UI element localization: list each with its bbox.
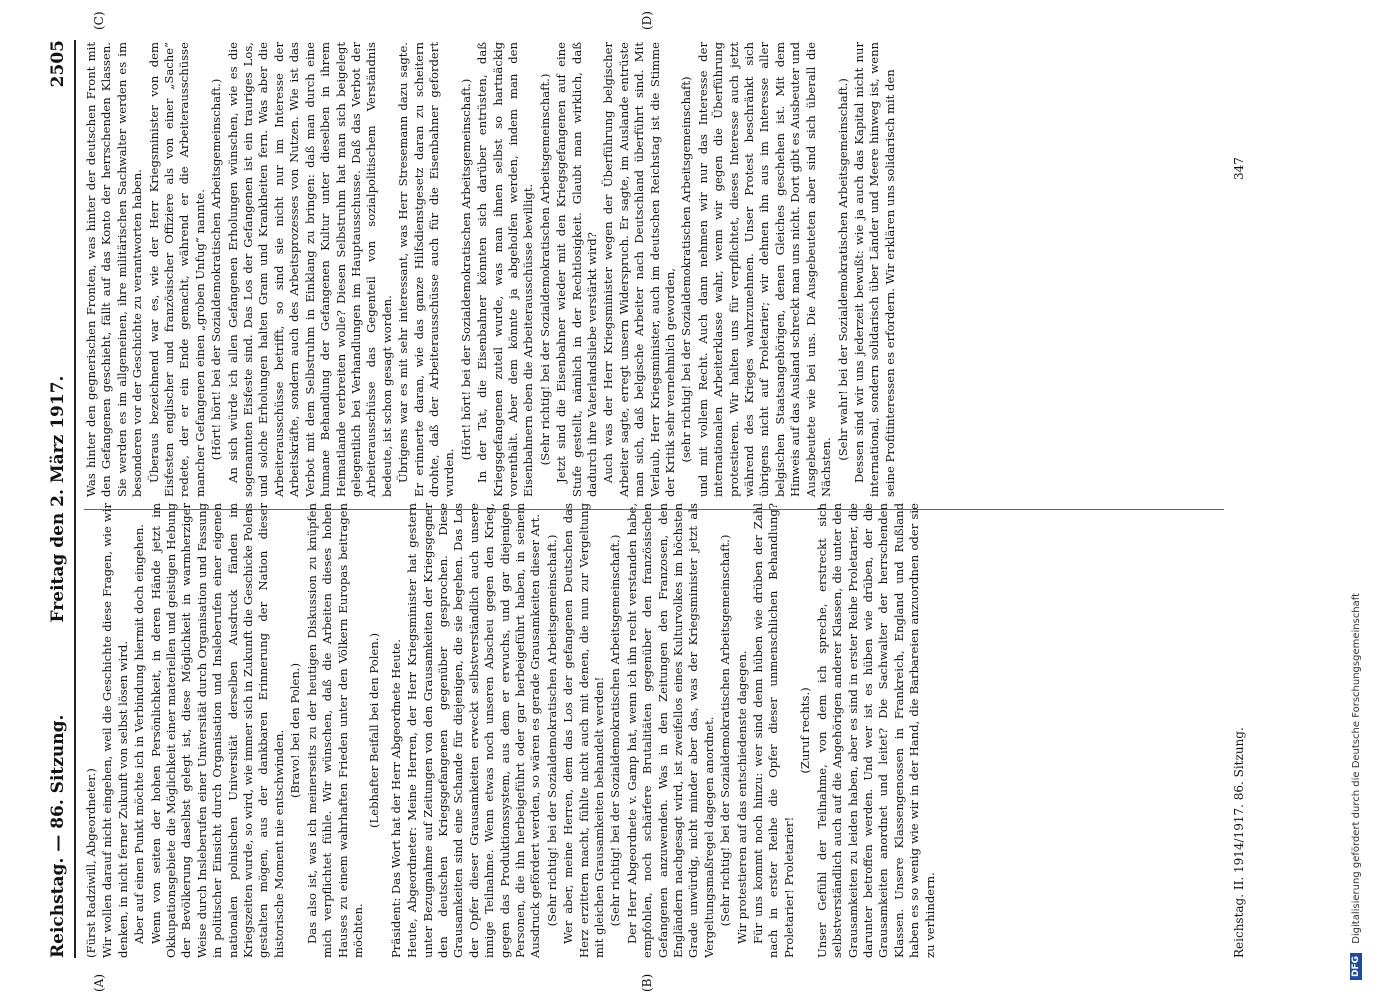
- paragraph: Das also ist, was ich meinerseits zu der heutigen Diskussion zu knüpfen mich verpflichtet fühle. Wir wünschen, daß die Arbeiten dieses hohen Hauses zu einem wahrhaften Frieden unter den Völkern Europas beitragen möchten.: [304, 503, 365, 958]
- paragraph: (Sehr richtig! bei der Sozialdemokratischen Arbeitsgemeinschaft.): [718, 534, 733, 927]
- paragraph: Der Herr Abgeordnete v. Gamp hat, wenn ich ihn recht verstanden habe, empfohlen, noch schärfere Brutalitäten gegenüber den französischen Gefangenen anzuwenden. Was in den Zeitungen den Franzosen, den Engländern nachgesagt wird, ist zweifellos eines Kulturvolkes im höchsten Grade unwürdig, nicht minder aber das, was der Kriegsminister jetzt als Vergeltungsmaßregel dagegen anordnet.: [624, 503, 716, 958]
- paragraph: In der Tat, die Eisenbahner könnten sich darüber entrüsten, daß Kriegsgefangenen zuteil wurde, was man ihnen selbst so hartnäckig vorenthält. Aber dem könnte ja abgeholfen werden, indem man den Eisenbahnern eben die Arbeiterausschüsse bewilligt.: [475, 42, 536, 497]
- paragraph: Wer aber, meine Herren, dem das Los der gefangenen Deutschen das Herz erzittern macht, fühlte nicht auch mit denen, die nun zur Vergeltung mit gleichen Grausamkeiten behandelt werden!: [561, 503, 606, 958]
- paragraph: Was hinter den gegnerischen Fronten, was hinter der deutschen Front mit den Gefangenen geschieht, fällt auf das Konto der herrschenden Klassen. Sie werden es im allgemeinen, ihre militärischen Sachwalter werden es im besonderen vor der Geschichte zu verantworten haben.: [84, 42, 145, 497]
- margin-mark-b: (B): [640, 973, 654, 992]
- paragraph: (Hört! hört! bei der Sozialdemokratischen Arbeitsgemeinschaft.): [458, 78, 473, 461]
- paragraph: Dessen sind wir uns jederzeit bewußt: wie ja auch das Kapital nicht nur international, sondern solidarisch über Länder und Meere hinweg ist, wenn seine Profitinteressen es erfordern. Wir erklären uns solidarisch mit den: [851, 42, 897, 497]
- paragraph: und mit vollem Recht. Auch dann nehmen wir nur das Interesse der internationalen Arbeiterklasse wahr, wenn wir gegen die Überführung protestieren. Wir halten uns für verpflichtet, dieses Interesse auch jetzt während des Krieges wahrzunehmen. Unser Protest beschränkt sich übrigens nicht auf Proletarier; wir dehnen ihn aus im Interesse aller belgischen Staatsangehörigen, denen Gleiches geschehen ist. Mit dem Hinweis auf das Ausland schreckt man uns nicht. Dort gibt es Ausbeuter und Ausgebeutete wie bei uns. Die Ausgebeuteten aber sind sich überall die Nächsten.: [695, 42, 834, 497]
- paragraph: Unser Gefühl der Teilnahme, von dem ich spreche, erstreckt sich selbstverständlich auch auf die Angehörigen anderer Klassen, die unter den Grausamkeiten zu leiden haben, aber es sind in erster Reihe Proletarier, die darunter betroffen werden. Und wer ist es hüben wie drüben, der die Grausamkeiten anordnet und leitet? Die Sachwalter der herrschenden Klassen. Unsere Klassengenossen in Frankreich, England und Rußland haben es so wenig wie wir in der Hand, die Barbareien anzuordnen oder sie zu verhindern.: [814, 503, 937, 958]
- paragraph: Wir protestieren auf das entschiedenste dagegen.: [734, 650, 749, 944]
- footer-number: 347: [1232, 157, 1246, 180]
- dfg-logo: DFG: [1350, 953, 1362, 980]
- paragraph: Wir wollen darauf nicht eingehen, weil die Geschichte diese Fragen, wie wir denken, in nicht ferner Zukunft von selbst lösen wird.: [100, 503, 130, 958]
- margin-mark-a: (A): [92, 973, 106, 992]
- digitization-credit-text: Digitalisierung gefördert durch die Deutsche Forschungsgemeinschaft: [1351, 592, 1362, 944]
- paragraph: Für uns kommt noch hinzu: wer sind denn hüben wie drüben der Zahl nach in erster Reihe die Opfer dieser unmenschlichen Behandlung? Proletarier! Proletarier!: [751, 503, 796, 958]
- paragraph: Aber auf einen Punkt möchte ich in Verbindung hiermit doch eingehen.: [132, 524, 147, 944]
- paragraph: (Sehr richtig! bei der Sozialdemokratischen Arbeitsgemeinschaft.): [537, 73, 552, 466]
- paragraph: (Lebhafter Beifall bei den Polen.): [367, 633, 382, 828]
- paragraph: Wenn von seiten der hohen Persönlichkeit, in deren Hände jetzt im Okkupationsgebiete die Möglichkeit einer materiellen und geistigen Hebung der Bevölkerung daselbst gelegt ist, diese Möglichkeit in warmherziger Weise durch Insleberufen einer Universität durch Organisation und Fassung in politischer Einsicht durch Organisation und Insleberufen einer eigenen nationalen polnischen Universität derselben Ausdruck fänden im Kriegszeiten wurde, so wird, wie immer sich in Zukunft die Geschicke Polens gestalten mögen, aus der dankbaren Erinnerung der Nation dieser historische Moment nie entschwinden.: [148, 503, 286, 958]
- page-header: [46, 40, 76, 958]
- header-date: Freitag den 2. März 1917.: [48, 375, 68, 623]
- paragraph: (Zuruf rechts.): [798, 687, 813, 774]
- paragraph: Auch was der Herr Kriegsminister wegen der Überführung belgischer Arbeiter sagte, erregt unsern Widerspruch. Er sagte, im Auslande entrüste man sich, daß belgische Arbeiter nach Deutschland überführt sind. Mit Verlaub, Herr Kriegsminister, auch im deutschen Reichstag ist die Stimme der Kritik sehr vernehmlich geworden,: [601, 42, 678, 497]
- paragraph: An sich würde ich allen Gefangenen Erholungen wünschen, wie es die sogenannten Eisfeste sind. Das Los der Gefangenen ist ein trauriges Los, und solche Erholungen halten Gram und Krankheiten fern. Was aber die Arbeiterausschüsse betrifft, so sind sie nicht nur im Interesse der Arbeitskräfte, sondern auch des Arbeitsprozesses von Nutzen. Wie ist das Verbot mit dem Selbstruhm in Einklang zu bringen: daß man durch eine humane Behandlung der Gefangenen Kultur unter dieselben in ihrem Heimatlande verbreiten wolle? Diesen Selbstruhm hat man sich beigelegt gelegentlich bei Verhandlungen im Hauptausschusse. Daß das Verbot der Arbeiterausschüsse das Gegenteil von sozialpolitischem Verständnis bedeute, ist schon gesagt worden.: [225, 42, 394, 497]
- margin-mark-d: (D): [640, 11, 654, 30]
- paragraph: Heute, Abgeordneter: Meine Herren, der Herr Kriegsminister hat gestern unter Bezugnahme auf Zeitungen von den Grausamkeiten der Kriegsgegner den deutschen Kriegsgefangenen gegenüber gesprochen. Diese Grausamkeiten sind eine Schande für diejenigen, die sie begehen. Das Los der Opfer dieser Grausamkeiten erweckt selbstverständlich auch unsere innige Teilnahme. Wenn etwas noch unseren Abscheu gegen den Krieg, gegen das Produktionssystem, aus dem er erwuchs, und gar diejenigen Personen, die ihn herbeigeführt oder gar herbeigeführt haben, in seinem Ausdruck gefördert werden, so wären es gerade Grausamkeiten dieser Art.: [405, 503, 543, 958]
- header-session: Reichstag. — 86. Sitzung.: [48, 714, 68, 958]
- footer-reference: Reichstag. II. 1914/1917. 86. Sitzung.: [1232, 727, 1246, 958]
- paragraph: (Sehr richtig! bei der Sozialdemokratischen Arbeitsgemeinschaft.): [608, 534, 623, 927]
- paragraph: (Bravo! bei den Polen.): [288, 662, 303, 799]
- paragraph: (Sehr wahr! bei der Sozialdemokratischen Arbeitsgemeinschaft.): [835, 78, 850, 461]
- paragraph: Präsident: Das Wort hat der Herr Abgeordnete Heute.: [388, 639, 403, 958]
- paragraph: (sehr richtig! bei der Sozialdemokratischen Arbeitsgemeinschaft): [679, 76, 694, 463]
- paragraph: (Fürst Radziwill, Abgeordneter.): [84, 768, 98, 958]
- digitization-credit: [1350, 20, 1372, 980]
- right-column: [84, 42, 1224, 497]
- column-divider: [84, 509, 1224, 510]
- paragraph: Jetzt sind die Eisenbahner wieder mit den Kriegsgefangenen auf eine Stufe gestellt, nämlich in der Rechtlosigkeit. Glaubt man wirklich, daß dadurch ihre Vaterlandsliebe verstärkt wird?: [554, 42, 599, 497]
- paragraph: (Sehr richtig! bei der Sozialdemokratischen Arbeitsgemeinschaft.): [544, 534, 559, 927]
- margin-mark-c: (C): [92, 11, 106, 30]
- paragraph: Übrigens war es mit sehr interessant, was Herr Stresemann dazu sagte. Er erinnerte daran, wie das ganze Hilfsdienstgesetz daran zu scheitern drohte, daß der Arbeiterausschüsse auch für die Eisenbahner gefordert wurden.: [396, 42, 457, 497]
- left-column: [84, 503, 1224, 958]
- paragraph: Überaus bezeichnend war es, wie der Herr Kriegsminister von dem Eisfesten englischer und französischer Offiziere als von einer „Sache“ redete, der er ein Ende gemacht, während er die Arbeiterausschüsse mancher Gefangenen einen „groben Unfug“ nannte.: [146, 42, 207, 497]
- paragraph: (Hört! hört! bei der Sozialdemokratischen Arbeitsgemeinschaft.): [209, 78, 224, 461]
- header-page-number: 2505: [48, 40, 68, 88]
